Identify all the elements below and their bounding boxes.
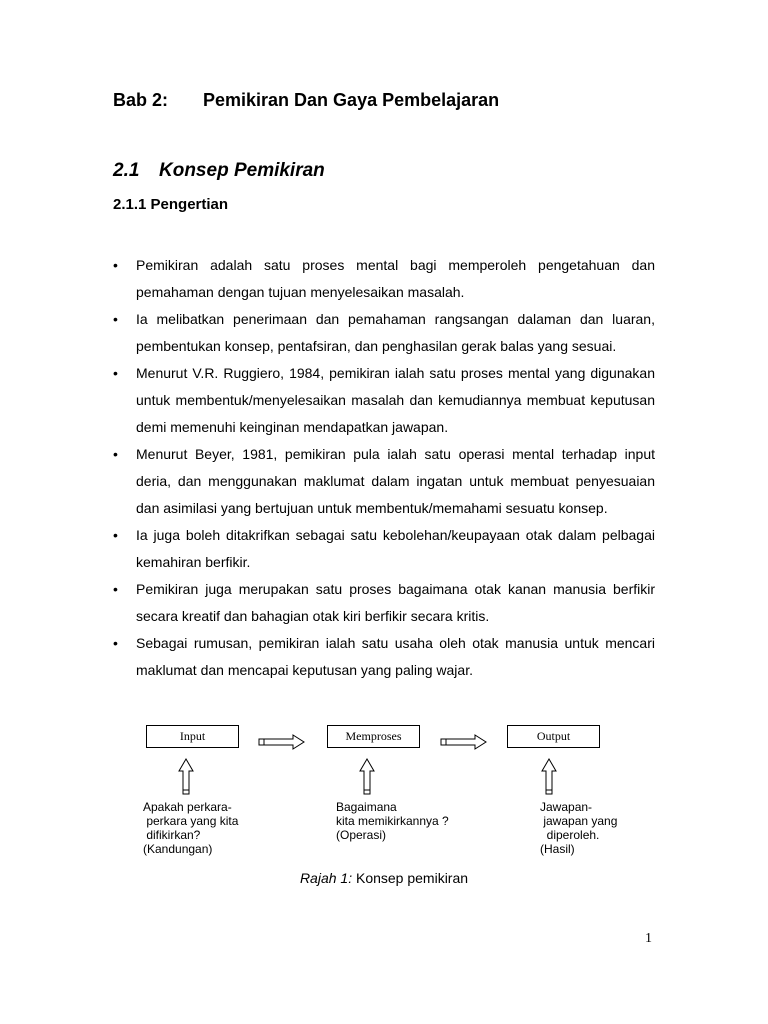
bullet-list (113, 252, 655, 684)
page-number: 1 (645, 931, 652, 946)
output-caption: Jawapan- jawapan yang diperoleh. (Hasil) (540, 800, 618, 856)
list-item (113, 522, 655, 576)
figure-label: Rajah 1: (299, 870, 353, 886)
figure-caption (0, 870, 768, 886)
list-item (113, 306, 655, 360)
bullet-icon: • (113, 446, 118, 462)
up-arrow-icon (542, 759, 556, 794)
subsection-heading: 2.1.1 Pengertian (113, 196, 229, 213)
list-item-text: Ia melibatkan penerimaan dan pemahaman rangsangan dalaman dan luaran, pembentukan konsep, pentafsiran, dan penghasilan gerak balas yang sesuai. (136, 311, 655, 354)
bullet-icon: • (113, 257, 118, 273)
right-arrow-icon (441, 735, 486, 749)
input-caption: Apakah perkara- perkara yang kita difikirkan? (Kandungan) (143, 800, 239, 856)
bullet-icon: • (113, 365, 118, 381)
chapter-title: Pemikiran Dan Gaya Pembelajaran (203, 90, 500, 110)
up-arrow-icon (179, 759, 193, 794)
chapter-number: Bab 2: (113, 90, 169, 110)
diagram-arrows (0, 715, 768, 805)
list-item (113, 576, 655, 630)
bullet-icon: • (113, 581, 118, 597)
input-box: Input (146, 725, 239, 748)
up-arrow-icon (360, 759, 374, 794)
output-box: Output (507, 725, 600, 748)
list-item-text: Menurut Beyer, 1981, pemikiran pula ialah satu operasi mental terhadap input deria, dan menggunakan maklumat dalam ingatan untuk membuat penyesuaian dan asimilasi yang bertujuan untuk membentuk/memahami sesuatu konsep. (136, 446, 655, 516)
section-heading (113, 160, 325, 182)
list-item (113, 441, 655, 522)
right-arrow-icon (259, 735, 304, 749)
list-item (113, 252, 655, 306)
list-item (113, 630, 655, 684)
list-item-text: Pemikiran adalah satu proses mental bagi memperoleh pengetahuan dan pemahaman dengan tujuan menyelesaikan masalah. (136, 257, 655, 300)
process-caption: Bagaimana kita memikirkannya ? (Operasi) (336, 800, 449, 842)
process-diagram (0, 715, 768, 895)
figure-caption-text: Konsep pemikiran (352, 870, 469, 886)
section-number: 2.1 (113, 160, 140, 181)
bullet-icon: • (113, 527, 118, 543)
list-item-text: Pemikiran juga merupakan satu proses bagaimana otak kanan manusia berfikir secara kreatif dan bahagian otak kiri berfikir secara kritis. (136, 581, 655, 624)
process-box: Memproses (327, 725, 420, 748)
list-item-text: Menurut V.R. Ruggiero, 1984, pemikiran ialah satu proses mental yang digunakan untuk membentuk/menyelesaikan masalah dan kemudiannya membuat keputusan demi memenuhi keinginan mendapatkan jawapan. (136, 365, 655, 435)
section-title: Konsep Pemikiran (159, 160, 325, 181)
list-item (113, 360, 655, 441)
bullet-icon: • (113, 311, 118, 327)
chapter-heading (113, 90, 499, 111)
list-item-text: Sebagai rumusan, pemikiran ialah satu usaha oleh otak manusia untuk mencari maklumat dan mencapai keputusan yang paling wajar. (136, 635, 655, 678)
list-item-text: Ia juga boleh ditakrifkan sebagai satu kebolehan/keupayaan otak dalam pelbagai kemahiran berfikir. (136, 527, 655, 570)
bullet-icon: • (113, 635, 118, 651)
